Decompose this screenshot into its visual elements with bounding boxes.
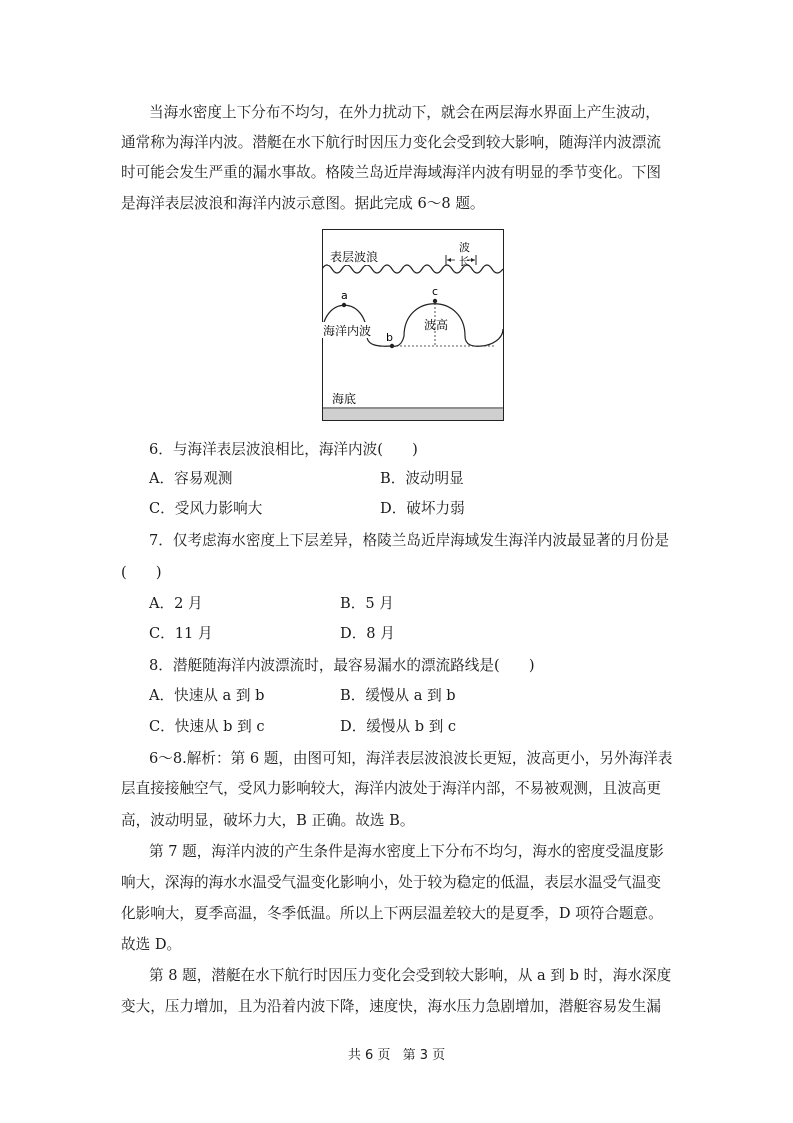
q6-option-b[interactable]: B．波动明显 xyxy=(380,470,464,487)
q7-option-d[interactable]: D．8 月 xyxy=(340,625,395,642)
point-c-dot xyxy=(433,299,437,303)
analysis-p2-line-3: 化影响大，夏季高温，冬季低温。所以上下两层温差较大的是夏季，D 项符合题意。 xyxy=(121,905,663,922)
q6-option-a[interactable]: A．容易观测 xyxy=(149,470,233,487)
internal-wave-label: 海洋内波 xyxy=(323,324,372,338)
intro-line-2: 通常称为海洋内波。潜艇在水下航行时因压力变化会受到较大影响，随海洋内波漂流 xyxy=(121,134,661,151)
question-7-stem-line-2: ( ) xyxy=(121,564,162,581)
intro-line-4: 是海洋表层波浪和海洋内波示意图。据此完成 6～8 题。 xyxy=(121,195,485,212)
point-b-label: b xyxy=(386,331,393,344)
analysis-p3-line-2: 变大，压力增加，且为沿着内波下降，速度快，海水压力急剧增加，潜艇容易发生漏 xyxy=(121,998,661,1015)
intro-line-3: 时可能会发生严重的漏水事故。格陵兰岛近岸海域海洋内波有明显的季节变化。下图 xyxy=(121,164,661,181)
question-8-stem: 8．潜艇随海洋内波漂流时，最容易漏水的漂流路线是( ) xyxy=(149,657,535,674)
surface-wave-label: 表层波浪 xyxy=(330,250,379,264)
q7-option-c[interactable]: C．11 月 xyxy=(149,625,213,642)
q8-option-d[interactable]: D．缓慢从 b 到 c xyxy=(340,718,457,735)
analysis-p3-line-1: 第 8 题，潜艇在水下航行时因压力变化会受到较大影响，从 a 到 b 时，海水深度 xyxy=(149,967,672,984)
wavelength-label-2: 长 xyxy=(459,255,470,268)
q8-option-a[interactable]: A．快速从 a 到 b xyxy=(149,687,265,704)
q8-option-b[interactable]: B．缓慢从 a 到 b xyxy=(340,687,456,704)
question-7-stem-line-1: 7．仅考虑海水密度上下层差异，格陵兰岛近岸海域发生海洋内波最显著的月份是 xyxy=(149,532,670,549)
seabed-label: 海底 xyxy=(332,392,357,406)
wavelength-label-1: 波 xyxy=(459,241,470,254)
point-a-dot xyxy=(342,303,346,307)
analysis-p2-line-2: 响大，深海的海水水温受气温变化影响小，处于较为稳定的低温，表层水温受气温变 xyxy=(121,874,661,891)
q7-option-b[interactable]: B．5 月 xyxy=(340,595,394,612)
total-pages: 共 6 页 xyxy=(347,1048,391,1063)
q6-option-c[interactable]: C．受风力影响大 xyxy=(149,500,263,517)
question-6-stem: 6．与海洋表层波浪相比，海洋内波( ) xyxy=(149,441,418,458)
analysis-p2-line-4: 故选 D。 xyxy=(121,936,182,953)
page-footer xyxy=(0,1044,793,1063)
intro-line-1: 当海水密度上下分布不均匀，在外力扰动下，就会在两层海水界面上产生波动， xyxy=(149,104,660,121)
wave-height-label: 波高 xyxy=(424,318,449,332)
q7-option-a[interactable]: A．2 月 xyxy=(149,595,203,612)
wave-diagram xyxy=(322,229,504,421)
q8-option-c[interactable]: C．快速从 b 到 c xyxy=(149,718,265,735)
analysis-p1-line-1: 6～8.解析：第 6 题，由图可知，海洋表层波浪波长更短，波高更小，另外海洋表 xyxy=(149,750,673,767)
point-a-label: a xyxy=(341,289,348,302)
analysis-p1-line-3: 高，波动明显，破坏力大，B 正确。故选 B。 xyxy=(121,812,415,829)
q6-option-d[interactable]: D．破坏力弱 xyxy=(380,500,465,517)
analysis-p2-line-1: 第 7 题，海洋内波的产生条件是海水密度上下分布不均匀，海水的密度受温度影 xyxy=(149,843,664,860)
seabed-fill xyxy=(323,409,503,420)
point-c-label: c xyxy=(432,285,439,298)
analysis-p1-line-2: 层直接接触空气，受风力影响较大，海洋内波处于海洋内部，不易被观测，且波高更 xyxy=(121,780,661,797)
current-page: 第 3 页 xyxy=(402,1048,446,1063)
